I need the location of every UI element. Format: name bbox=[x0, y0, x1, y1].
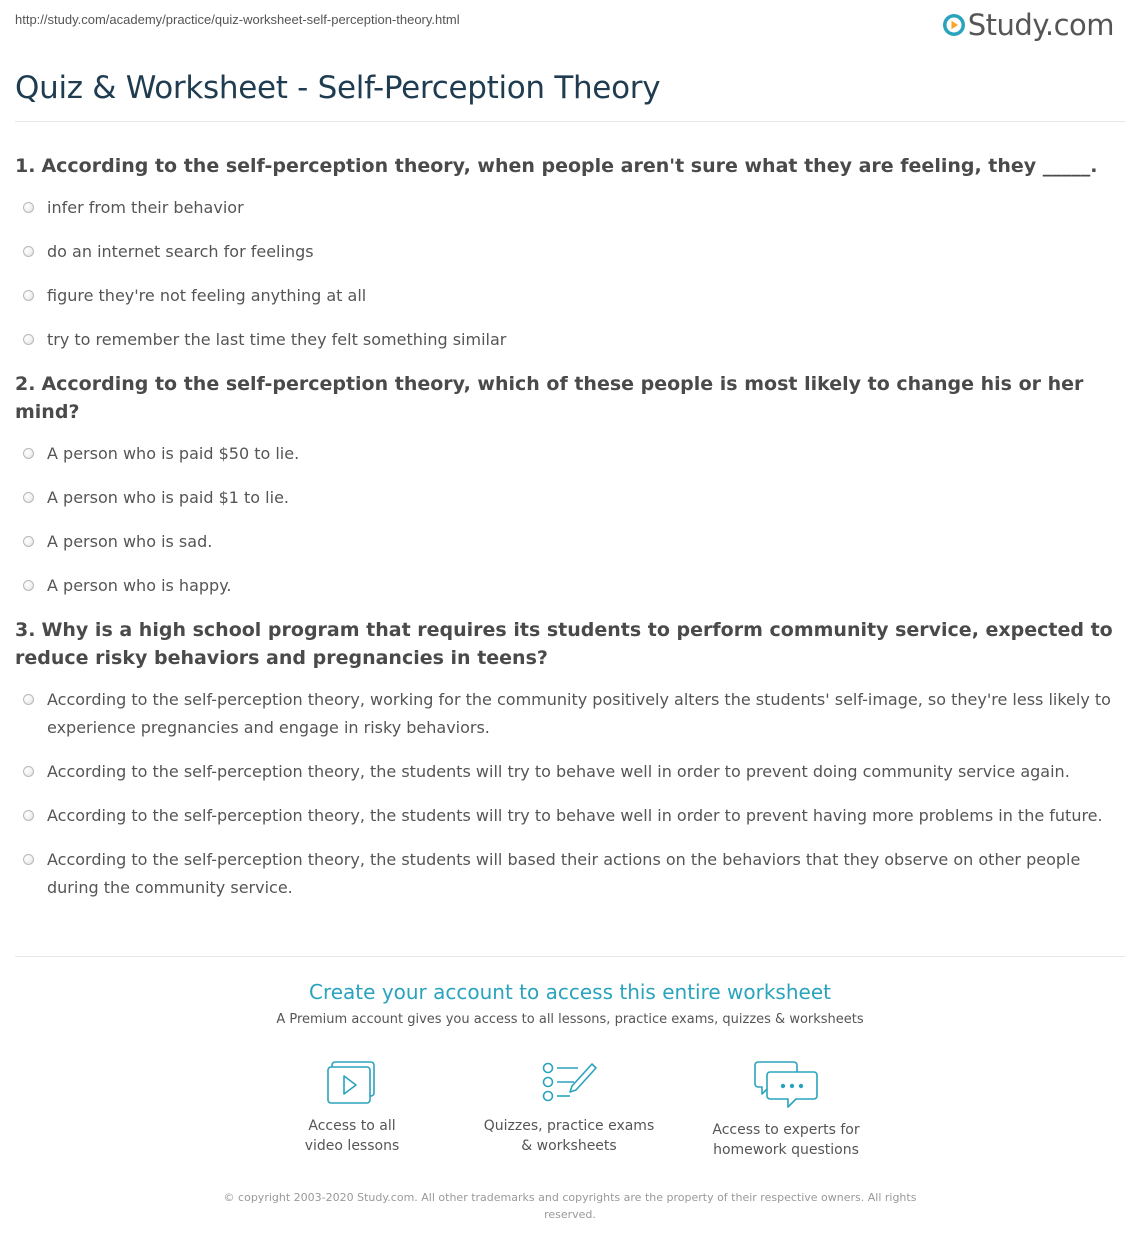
radio-button[interactable] bbox=[23, 854, 34, 865]
radio-button[interactable] bbox=[23, 202, 34, 213]
answer-label: figure they're not feeling anything at all bbox=[47, 286, 367, 305]
answer-options bbox=[15, 440, 1125, 600]
answer-option[interactable] bbox=[15, 528, 1125, 556]
copyright-line: © copyright 2003-2020 Study.com. All other trademarks and copyrights are the property of their respective owners. All rights bbox=[223, 1191, 917, 1204]
radio-button[interactable] bbox=[23, 246, 34, 257]
answer-option[interactable] bbox=[15, 326, 1125, 354]
answer-label: According to the self-perception theory, the students will based their actions on the behaviors that they observe on other people during the community service. bbox=[47, 850, 1081, 897]
play-logo-icon bbox=[942, 13, 966, 37]
answer-label: A person who is happy. bbox=[47, 576, 232, 595]
answer-label: A person who is paid $50 to lie. bbox=[47, 444, 300, 463]
answer-label: do an internet search for feelings bbox=[47, 242, 314, 261]
answer-label: try to remember the last time they felt something similar bbox=[47, 330, 507, 349]
expert-chat-icon bbox=[754, 1060, 818, 1110]
feature-label bbox=[691, 1120, 881, 1160]
question-text bbox=[15, 370, 1125, 426]
radio-button[interactable] bbox=[23, 492, 34, 503]
quiz-checklist-icon bbox=[540, 1060, 598, 1106]
question-prompt: According to the self-perception theory, when people aren't sure what they are feeling, they _____. bbox=[41, 155, 1098, 177]
feature-label-line: Access to all bbox=[308, 1118, 396, 1134]
feature-label-line: Quizzes, practice exams bbox=[483, 1118, 655, 1134]
question-1 bbox=[15, 152, 1125, 354]
logo-text: Study.com bbox=[967, 8, 1114, 42]
feature-label bbox=[257, 1116, 447, 1156]
answer-option[interactable] bbox=[15, 238, 1125, 266]
cta-subtitle: A Premium account gives you access to all lessons, practice exams, quizzes & worksheets bbox=[276, 1012, 864, 1027]
answer-label: According to the self-perception theory, the students will try to behave well in order to prevent doing community service again. bbox=[47, 762, 1070, 781]
answer-options bbox=[15, 194, 1125, 354]
radio-button[interactable] bbox=[23, 536, 34, 547]
feature-quizzes bbox=[474, 1060, 664, 1156]
top-bar bbox=[0, 0, 1140, 52]
question-2 bbox=[15, 370, 1125, 600]
answer-option[interactable] bbox=[15, 194, 1125, 222]
feature-label-line: video lessons bbox=[304, 1138, 400, 1154]
question-prompt: According to the self-perception theory, which of these people is most likely to change his or her mind? bbox=[15, 373, 1084, 423]
copyright-line: reserved. bbox=[544, 1208, 596, 1221]
answer-label: According to the self-perception theory, working for the community positively alters the students' self-image, so they're less likely to experience pregnancies and engage in risky behaviors. bbox=[47, 690, 1111, 737]
page-url[interactable]: http://study.com/academy/practice/quiz-worksheet-self-perception-theory.html bbox=[15, 12, 460, 27]
question-prompt: Why is a high school program that requires its students to perform community service, expected to reduce risky behaviors and pregnancies in teens? bbox=[15, 619, 1113, 669]
radio-button[interactable] bbox=[23, 290, 34, 301]
radio-button[interactable] bbox=[23, 766, 34, 777]
title-divider bbox=[15, 121, 1125, 122]
question-number: 2. bbox=[15, 373, 36, 395]
question-list bbox=[15, 152, 1125, 918]
answer-option[interactable] bbox=[15, 758, 1125, 786]
answer-label: infer from their behavior bbox=[47, 198, 244, 217]
study-logo[interactable] bbox=[942, 8, 1114, 42]
question-number: 3. bbox=[15, 619, 36, 641]
signup-cta bbox=[0, 980, 1140, 1027]
cta-title-link[interactable]: Create your account to access this entire worksheet bbox=[309, 980, 831, 1004]
feature-experts bbox=[691, 1060, 881, 1160]
feature-label-line: Access to experts for bbox=[712, 1122, 860, 1138]
answer-label: According to the self-perception theory, the students will try to behave well in order to prevent having more problems in the future. bbox=[47, 806, 1103, 825]
radio-button[interactable] bbox=[23, 810, 34, 821]
radio-button[interactable] bbox=[23, 694, 34, 705]
answer-label: A person who is paid $1 to lie. bbox=[47, 488, 289, 507]
feature-video-lessons bbox=[257, 1060, 447, 1156]
answer-option[interactable] bbox=[15, 282, 1125, 310]
answer-label: A person who is sad. bbox=[47, 532, 213, 551]
answer-option[interactable] bbox=[15, 802, 1125, 830]
radio-button[interactable] bbox=[23, 334, 34, 345]
feature-label-line: & worksheets bbox=[521, 1138, 617, 1154]
cta-divider bbox=[15, 956, 1125, 957]
answer-option[interactable] bbox=[15, 440, 1125, 468]
feature-label bbox=[474, 1116, 664, 1156]
feature-label-line: homework questions bbox=[713, 1142, 859, 1158]
answer-option[interactable] bbox=[15, 484, 1125, 512]
answer-option[interactable] bbox=[15, 846, 1125, 902]
answer-option[interactable] bbox=[15, 686, 1125, 742]
answer-option[interactable] bbox=[15, 572, 1125, 600]
question-text bbox=[15, 616, 1125, 672]
page-title: Quiz & Worksheet - Self-Perception Theory bbox=[15, 70, 661, 106]
copyright-notice bbox=[215, 1189, 925, 1223]
radio-button[interactable] bbox=[23, 448, 34, 459]
radio-button[interactable] bbox=[23, 580, 34, 591]
video-lessons-icon bbox=[326, 1060, 378, 1106]
question-number: 1. bbox=[15, 155, 36, 177]
answer-options bbox=[15, 686, 1125, 902]
question-3 bbox=[15, 616, 1125, 902]
question-text bbox=[15, 152, 1125, 180]
